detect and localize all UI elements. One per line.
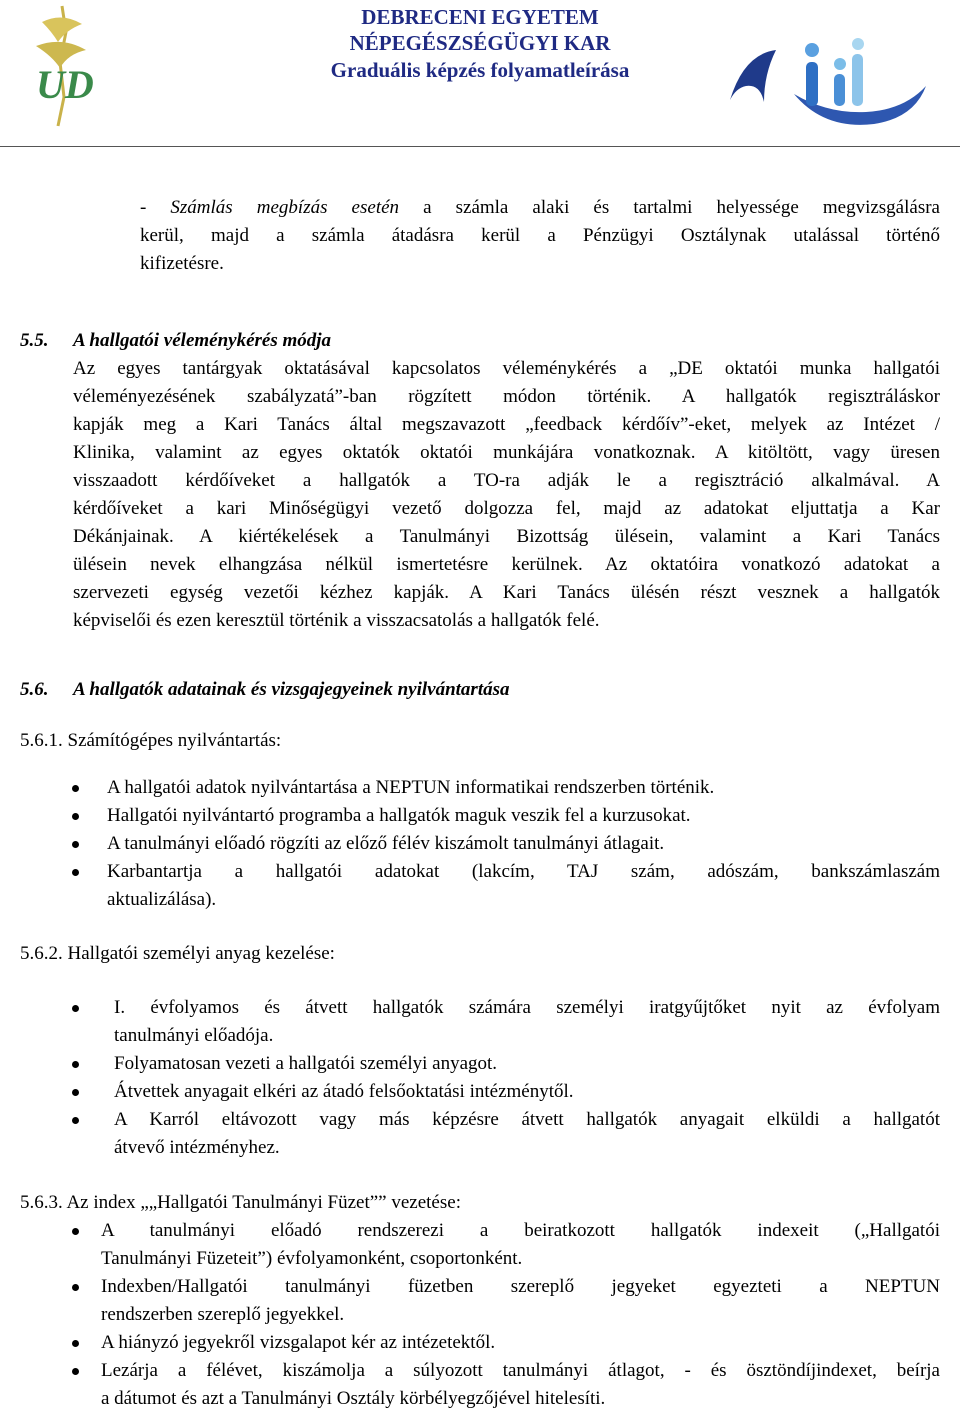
intro-line-1: [140, 196, 940, 220]
bullet-dot-icon: [72, 1117, 79, 1124]
bullet-dot-icon: [72, 1228, 79, 1235]
section-5-5-line: kapják meg a Kari Tanács által megszavazott „feedback kérdőív”-eket, melyek az Intézet /: [73, 414, 940, 435]
list-item: Tanulmányi Füzeteit”) évfolyamonként, csoportonként.: [101, 1248, 523, 1269]
bullet-dot-icon: [72, 841, 79, 848]
university-logo: [22, 2, 94, 130]
list-item: A tanulmányi előadó rögzíti az előző félév kiszámolt tanulmányi átlagait.: [107, 833, 665, 854]
document-subtitle: Graduális képzés folyamatleírása: [330, 58, 630, 82]
list-item: Folyamatosan vezeti a hallgatói személyi anyagot.: [114, 1053, 498, 1074]
section-5-5-line: szervezeti egység vezetői kézhez kapják. A Kari Tanács ülésén részt vesznek a hallgatók: [73, 582, 940, 603]
university-name: DEBRECENI EGYETEM: [361, 5, 599, 29]
section-5-5-line: Klinika, valamint az egyes oktatók oktatói munkájára vonatkoznak. A kitöltött, vagy üresen: [73, 442, 940, 463]
list-item: I. évfolyamos és átvett hallgatók számára személyi iratgyűjtőket nyit az évfolyam: [114, 997, 940, 1018]
section-5-5-line: véleményezésének szabályzatá”-ban rögzített módon történik. A hallgatók regisztráláskor: [73, 386, 940, 407]
faculty-name: NÉPEGÉSZSÉGÜGYI KAR: [349, 31, 611, 55]
list-item: Lezárja a félévet, kiszámolja a súlyozott tanulmányi átlagot, - és ösztöndíjindexet, beírja: [101, 1360, 940, 1381]
section-5-6-3-heading: 5.6.3. Az index „„Hallgatói Tanulmányi Füzet”” vezetése:: [20, 1192, 461, 1213]
bullet-dot-icon: [72, 1089, 79, 1096]
section-5-5-line: Dékánjainak. A kiértékelések a Tanulmányi Bizottság ülésein, valamint a Kari Tanács: [73, 526, 940, 547]
bullet-dot-icon: [72, 869, 79, 876]
list-item: Indexben/Hallgatói tanulmányi füzetben szereplő jegyeket egyezteti a NEPTUN: [101, 1276, 940, 1297]
intro-line-1-rest: a számla alaki és tartalmi helyessége megvizsgálásra: [399, 197, 940, 218]
bullet-dot-icon: [72, 1061, 79, 1068]
section-5-5-title: A hallgatói véleménykérés módja: [73, 330, 332, 351]
bullet-dot-icon: [72, 1284, 79, 1291]
section-5-5-line: kérdőíveket a kari Minőségügyi vezető dolgozza fel, majd az adatokat eljuttatja a Kar: [73, 498, 940, 519]
bullet-dot-icon: [72, 785, 79, 792]
section-5-6-number: 5.6.: [20, 679, 49, 700]
intro-line-3: kifizetésre.: [140, 253, 224, 274]
section-5-5-line: ülésein nevek elhangzása nélkül ismertetésre kerülnek. Az oktatóira vonatkozó adatokat a: [73, 554, 940, 575]
list-item: aktualizálása).: [107, 889, 217, 910]
list-item: A hiányzó jegyekről vizsgalapot kér az intézetektől.: [101, 1332, 496, 1353]
section-5-6-1-heading: 5.6.1. Számítógépes nyilvántartás:: [20, 730, 282, 751]
bullet-dot-icon: [72, 1005, 79, 1012]
section-5-5-number: 5.5.: [20, 330, 49, 351]
bullet-dot-icon: [72, 1368, 79, 1375]
section-5-5-line: visszaadott kérdőíveket a hallgatók a TO-ra adják le a regisztráció alkalmával. A: [73, 470, 940, 491]
section-5-6-title: A hallgatók adatainak és vizsgajegyeinek nyilvántartása: [73, 679, 510, 700]
bullet-dot-icon: [72, 1340, 79, 1347]
list-item: átvevő intézményhez.: [114, 1137, 280, 1158]
list-item: A Karról eltávozott vagy más képzésre átvett hallgatók anyagait elküldi a hallgatót: [114, 1109, 940, 1130]
section-5-6-2-heading: 5.6.2. Hallgatói személyi anyag kezelése:: [20, 943, 335, 964]
section-5-5-line: képviselői és ezen keresztül történik a visszacsatolás a hallgatók felé.: [73, 610, 600, 631]
list-item: rendszerben szereplő jegyekkel.: [101, 1304, 345, 1325]
list-item: tanulmányi előadója.: [114, 1025, 274, 1046]
list-item: Átvettek anyagait elkéri az átadó felsőoktatási intézménytől.: [114, 1081, 574, 1102]
intro-italic: - Számlás megbízás esetén: [140, 197, 400, 218]
list-item: a dátumot és azt a Tanulmányi Osztály körbélyegzőjével hitelesíti.: [101, 1388, 606, 1409]
faculty-logo: [724, 24, 929, 140]
list-item: A hallgatói adatok nyilvántartása a NEPTUN informatikai rendszerben történik.: [107, 777, 715, 798]
list-item: A tanulmányi előadó rendszerezi a beiratkozott hallgatók indexeit („Hallgatói: [101, 1220, 940, 1241]
list-item: Hallgatói nyilvántartó programba a hallgatók maguk veszik fel a kurzusokat.: [107, 805, 691, 826]
intro-line-2: kerül, majd a számla átadásra kerül a Pénzügyi Osztálynak utalással történő: [140, 225, 940, 246]
section-5-5-line: Az egyes tantárgyak oktatásával kapcsolatos véleménykérés a „DE oktatói munka hallgatói: [73, 358, 940, 379]
header-divider: [0, 146, 960, 147]
bullet-dot-icon: [72, 813, 79, 820]
list-item: Karbantartja a hallgatói adatokat (lakcím, TAJ szám, adószám, bankszámlaszám: [107, 861, 940, 882]
svg-text:UD: UD: [36, 62, 94, 107]
